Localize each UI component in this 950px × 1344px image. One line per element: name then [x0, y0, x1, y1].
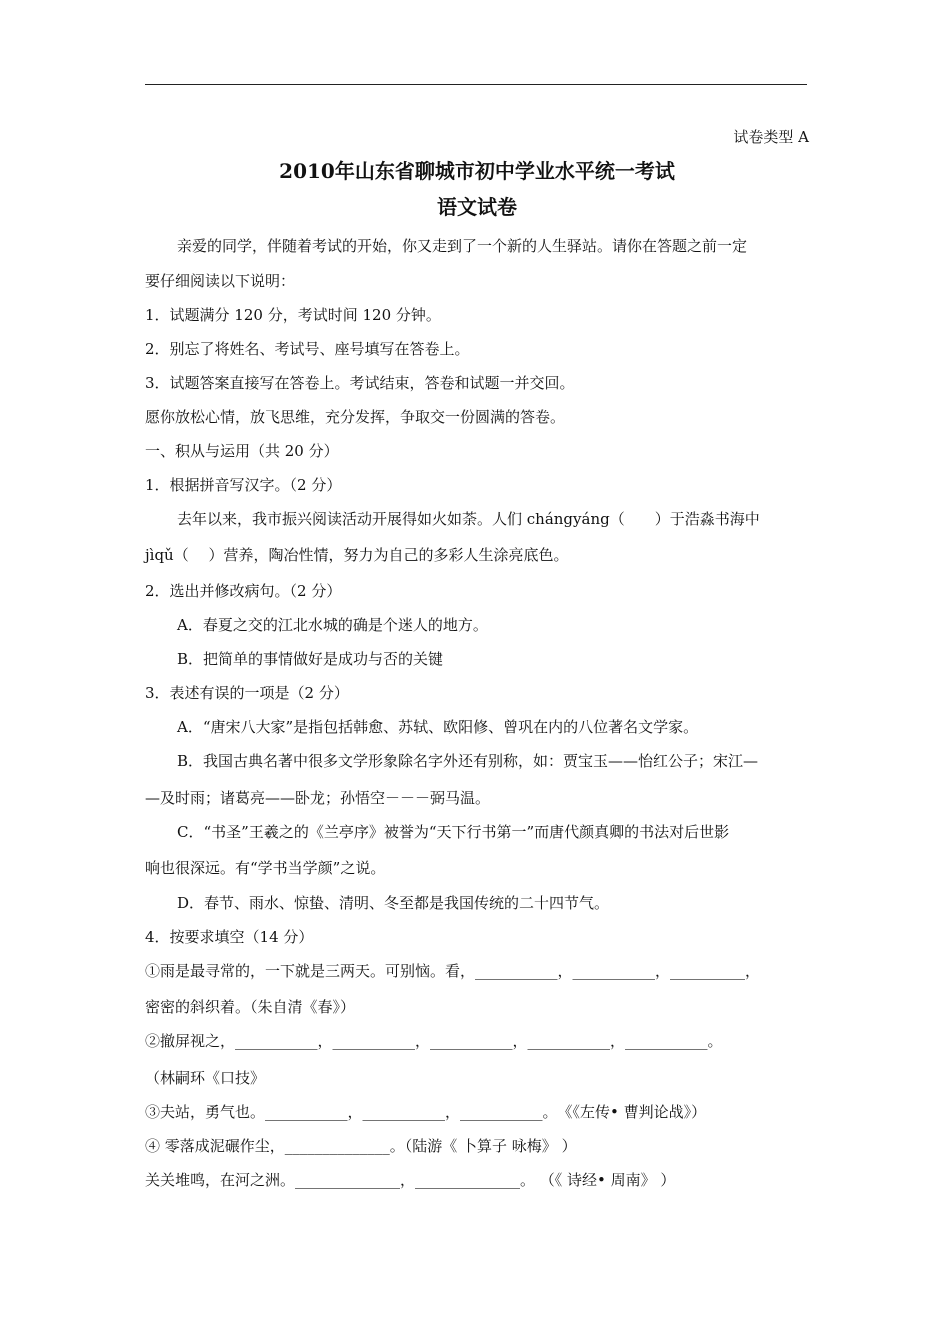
question-3-option-b-line-2: —及时雨；诸葛亮——卧龙；孙悟空－－－弼马温。: [145, 789, 491, 807]
fill-blank-1-line-2: 密密的斜织着。（朱自清《春》）: [145, 998, 356, 1016]
instruction-2: 2．别忘了将姓名、考试号、座号填写在答卷上。: [145, 340, 470, 358]
question-3-option-d: D．春节、雨水、惊蛰、清明、冬至都是我国传统的二十四节气。: [177, 894, 610, 912]
question-3-stem: 3．表述有误的一项是（2 分）: [145, 684, 349, 702]
question-1-text-1: 去年以来，我市振兴阅读活动开展得如火如荼。人们 chángyáng（ ）于浩淼书海中: [177, 510, 760, 528]
fill-blank-1-line-1: ①雨是最寻常的，一下就是三两天。可别恼。看，___________，___________，__________，: [145, 962, 761, 980]
paper-type-label: 试卷类型 A: [733, 128, 809, 146]
question-3-option-c-line-1: C．“书圣”王羲之的《兰亭序》被誉为“天下行书第一”而唐代颜真卿的书法对后世影: [177, 823, 730, 841]
question-3-option-c-line-2: 响也很深远。有“学书当学颜”之说。: [145, 859, 386, 877]
question-2-option-a: A．春夏之交的江北水城的确是个迷人的地方。: [177, 616, 488, 634]
intro-closing: 愿你放松心情，放飞思维，充分发挥，争取交一份圆满的答卷。: [145, 408, 566, 426]
fill-blank-4: ④ 零落成泥碾作尘，______________。（陆游《 卜算子 咏梅》 ）: [145, 1137, 577, 1155]
fill-blank-2-line-1: ②撤屏视之，___________，___________，___________，___________，___________。: [145, 1032, 723, 1050]
instruction-3: 3．试题答案直接写在答卷上。考试结束，答卷和试题一并交回。: [145, 374, 575, 392]
section-heading: 一、积从与运用（共 20 分）: [145, 442, 339, 460]
question-4-stem: 4．按要求填空（14 分）: [145, 928, 314, 946]
fill-blank-2-line-2: （林嗣环《口技》: [145, 1069, 266, 1087]
question-1-stem: 1．根据拼音写汉字。（2 分）: [145, 476, 342, 494]
question-2-option-b: B．把简单的事情做好是成功与否的关键: [177, 650, 444, 668]
intro-line-2: 要仔细阅读以下说明：: [145, 272, 296, 290]
question-3-option-b-line-1: B．我国古典名著中很多文学形象除名字外还有别称，如：贾宝玉——怡红公子；宋江—: [177, 752, 759, 770]
fill-blank-5: 关关堆鸣，在河之洲。______________，______________。 （《 诗经• 周南》 ）: [145, 1171, 676, 1189]
question-2-stem: 2．选出并修改病句。（2 分）: [145, 582, 342, 600]
exam-title: 2010年山东省聊城市初中学业水平统一考试: [279, 159, 675, 183]
instruction-1: 1．试题满分 120 分，考试时间 120 分钟。: [145, 306, 441, 324]
question-3-option-a: A．“唐宋八大家”是指包括韩愈、苏轼、欧阳修、曾巩在内的八位著名文学家。: [177, 718, 699, 736]
exam-subtitle: 语文试卷: [437, 195, 517, 219]
question-1-text-2: jìqǔ（ ）营养，陶冶性情，努力为自己的多彩人生涂亮底色。: [145, 546, 569, 564]
header-rule: [145, 84, 807, 85]
fill-blank-3: ③夫站，勇气也。___________，___________，___________。 《《左传• 曹判论战》）: [145, 1103, 707, 1121]
intro-line-1: 亲爱的同学，伴随着考试的开始，你又走到了一个新的人生驿站。请你在答题之前一定: [177, 237, 748, 255]
